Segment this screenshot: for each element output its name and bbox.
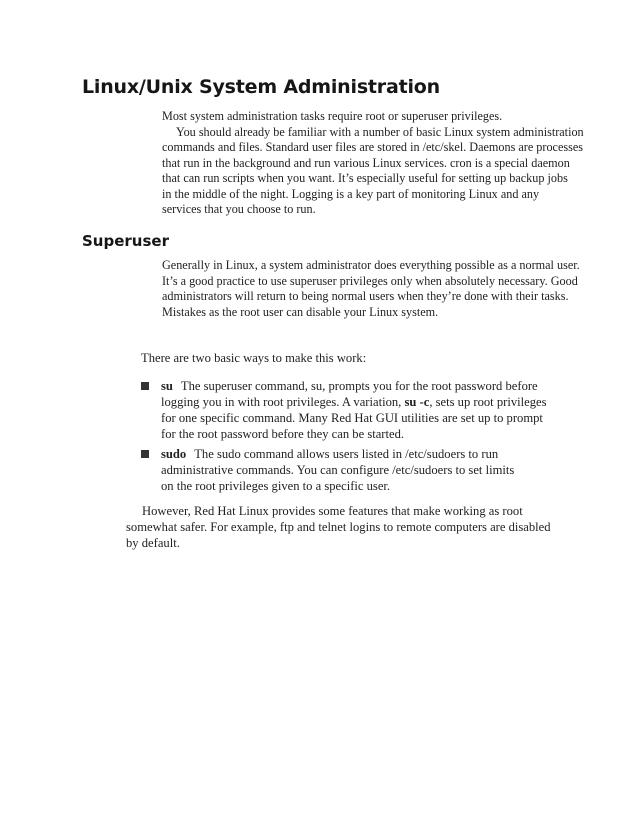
intro-line: that run in the background and run various Linux services. cron is a special daemon [162, 155, 570, 170]
bullet-line [161, 378, 561, 394]
intro-line: services that you choose to run. [162, 202, 316, 216]
intro-line: in the middle of the night. Logging is a key part of monitoring Linux and any [162, 186, 540, 201]
intro-line: Most system administration tasks require root or superuser privileges. [162, 109, 503, 123]
intro-line: You should already be familiar with a number of basic Linux system administration [176, 124, 584, 139]
page-title: Linux/Unix System Administration [82, 76, 440, 98]
inline-code-su-c: su -c [404, 395, 430, 409]
bullet-text: , sets up root privileges [429, 395, 547, 409]
bullet-line: on the root privileges given to a specific user. [161, 479, 391, 493]
closing-line: somewhat safer. For example, ftp and telnet logins to remote computers are disabled [126, 520, 551, 534]
bullet-sudo [141, 446, 561, 494]
bullet-text: The superuser command, su, prompts you for the root password before [180, 379, 538, 393]
square-bullet-icon [141, 450, 149, 458]
superuser-paragraph [162, 258, 580, 320]
closing-paragraph [126, 503, 566, 551]
closing-line: by default. [126, 536, 180, 550]
bullet-text: logging you in with root privileges. A variation, [161, 395, 405, 409]
bullet-su-text [161, 378, 561, 442]
closing-line: However, Red Hat Linux provides some features that make working as root [142, 504, 523, 518]
intro-line: commands and files. Standard user files are stored in /etc/skel. Daemons are processes [162, 140, 584, 154]
bullet-line [161, 394, 561, 410]
section-heading-superuser: Superuser [82, 232, 169, 250]
bullet-su [141, 378, 561, 442]
bullet-sudo-text [161, 446, 561, 494]
bullet-line: administrative commands. You can configure /etc/sudoers to set limits [161, 463, 515, 477]
superuser-line: It’s a good practice to use superuser privileges only when absolutely necessary. Good [162, 273, 578, 288]
bullet-line [161, 446, 561, 462]
superuser-line: administrators will return to being normal users when they’re done with their tasks. [162, 289, 569, 303]
square-bullet-icon [141, 382, 149, 390]
bullet-term: sudo [161, 447, 187, 461]
ways-intro [141, 351, 561, 367]
ways-intro-text: There are two basic ways to make this work: [141, 351, 367, 365]
intro-line: that can run scripts when you want. It’s especially useful for setting up backup jobs [162, 171, 568, 185]
superuser-line: Generally in Linux, a system administrator does everything possible as a normal user. [162, 258, 580, 272]
bullet-line: for the root password before they can be started. [161, 427, 405, 441]
bullet-text: The sudo command allows users listed in /etc/sudoers to run [194, 447, 499, 461]
bullet-term: su [161, 379, 173, 393]
superuser-line: Mistakes as the root user can disable your Linux system. [162, 304, 439, 319]
intro-paragraph [162, 109, 584, 218]
bullet-line: for one specific command. Many Red Hat GUI utilities are set up to prompt [161, 411, 543, 425]
